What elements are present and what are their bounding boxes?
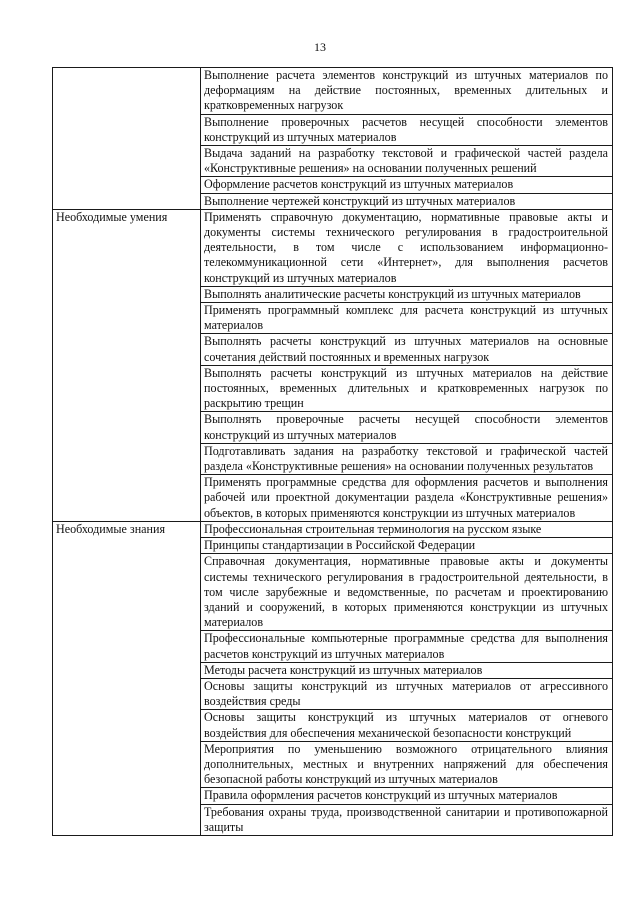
table-row xyxy=(53,68,613,115)
section-label xyxy=(53,68,201,210)
section-label-knowledge: Необходимые знания xyxy=(53,521,201,835)
list-item: Основы защиты конструкций из штучных материалов от агрессивного воздействия среды xyxy=(201,678,613,709)
list-item: Профессиональные компьютерные программные средства для выполнения расчетов конструкций из штучных материалов xyxy=(201,631,613,662)
list-item: Выполнять расчеты конструкций из штучных материалов на основные сочетания действий постоянных и временных нагрузок xyxy=(201,334,613,365)
list-item: Выполнять проверочные расчеты несущей способности элементов конструкций из штучных материалов xyxy=(201,412,613,443)
list-item: Основы защиты конструкций из штучных материалов от огневого воздействия для обеспечения механической безопасности конструкций xyxy=(201,710,613,741)
list-item: Принципы стандартизации в Российской Федерации xyxy=(201,538,613,554)
list-item: Подготавливать задания на разработку текстовой и графической частей раздела «Конструктивные решения» на основании полученных результатов xyxy=(201,443,613,474)
list-item: Выполнение проверочных расчетов несущей способности элементов конструкций из штучных материалов xyxy=(201,114,613,145)
list-item: Выдача заданий на разработку текстовой и графической частей раздела «Конструктивные решения» на основании полученных решений xyxy=(201,146,613,177)
requirements-table xyxy=(52,67,613,836)
list-item: Выполнять расчеты конструкций из штучных материалов на действие постоянных, временных длительных и кратковременных нагрузок по раскрытию трещин xyxy=(201,365,613,412)
list-item: Правила оформления расчетов конструкций из штучных материалов xyxy=(201,788,613,804)
list-item: Применять программный комплекс для расчета конструкций из штучных материалов xyxy=(201,303,613,334)
list-item: Профессиональная строительная терминология на русском языке xyxy=(201,521,613,537)
page-number: 13 xyxy=(314,40,326,54)
list-item: Методы расчета конструкций из штучных материалов xyxy=(201,662,613,678)
list-item: Выполнение чертежей конструкций из штучных материалов xyxy=(201,193,613,209)
list-item: Справочная документация, нормативные правовые акты и документы системы технического регулирования в градостроительной деятельности, в том числе зарубежные и ведомственные, по расчетам и проектированию зданий и сооружений, в которых применяются конструкции из штучных материалов xyxy=(201,554,613,631)
section-label-skills: Необходимые умения xyxy=(53,209,201,521)
list-item: Выполнять аналитические расчеты конструкций из штучных материалов xyxy=(201,286,613,302)
list-item: Применять справочную документацию, нормативные правовые акты и документы системы технического регулирования в градостроительной деятельности, в том числе с использованием информационно-телекоммуникационной сети «Интернет», для выполнения расчетов конструкций из штучных материалов xyxy=(201,209,613,286)
table-row xyxy=(53,521,613,537)
list-item: Выполнение расчета элементов конструкций из штучных материалов по деформациям на действие постоянных, временных длительных и кратковременных нагрузок xyxy=(201,68,613,115)
list-item: Применять программные средства для оформления расчетов и выполнения рабочей или проектной документации раздела «Конструктивные решения» объектов, в которых применяются конструкции из штучных материалов xyxy=(201,475,613,522)
list-item: Оформление расчетов конструкций из штучных материалов xyxy=(201,177,613,193)
table-row xyxy=(53,209,613,286)
list-item: Мероприятия по уменьшению возможного отрицательного влияния дополнительных, местных и внутренних напряжений для обеспечения безопасной работы конструкций из штучных материалов xyxy=(201,741,613,788)
list-item: Требования охраны труда, производственной санитарии и противопожарной защиты xyxy=(201,804,613,835)
